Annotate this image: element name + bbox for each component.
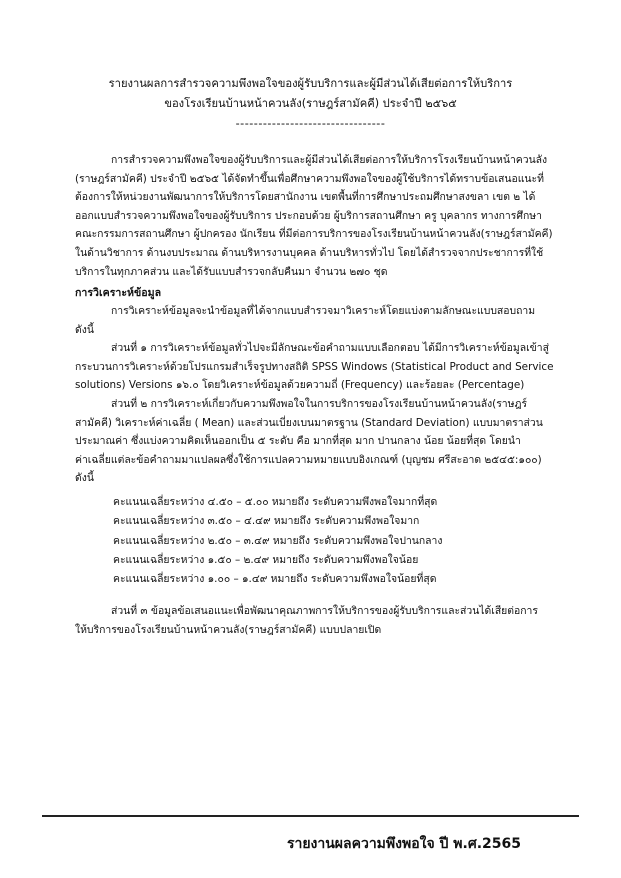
report-title-line-1: รายงานผลการสำรวจความพึงพอใจของผู้รับบริการและผู้มีส่วนได้เสียต่อการให้บริการ bbox=[108, 77, 513, 90]
title-divider: --------------------------------- bbox=[235, 117, 386, 130]
part2-line: ประมาณค่า ซึ่งแบ่งความคิดเห็นออกเป็น ๕ ระดับ คือ มากที่สุด มาก ปานกลาง น้อย น้อยที่สุด โดยนำ bbox=[75, 435, 521, 448]
part3-line: ส่วนที่ ๓ ข้อมูลข้อเสนอแนะเพื่อพัฒนาคุณภาพการให้บริการของผู้รับบริการและส่วนได้เสียต่อการ bbox=[111, 605, 538, 617]
part2-line: สามัคคี) วิเคราะห์ค่าเฉลี่ย ( Mean) และส่วนเบี่ยงเบนมาตรฐาน (Standard Deviation) แบบมาตราส่วน bbox=[75, 416, 543, 429]
intro-line: คณะกรรมการสถานศึกษา ผู้ปกครอง นักเรียน ที่มีต่อการบริการของโรงเรียนบ้านหน้าควนลัง(ราษฎร์สามัคคี) bbox=[75, 228, 553, 241]
score-range-item: คะแนนเฉลี่ยระหว่าง ๔.๕๐ – ๕.๐๐ หมายถึง ระดับความพึงพอใจมากที่สุด bbox=[113, 496, 438, 508]
part2-paragraph bbox=[75, 395, 559, 488]
part1-line: solutions) Versions ๑๖.๐ โดยวิเคราะห์ข้อมูลด้วยความถี่ (Frequency) และร้อยละ (Percentage) bbox=[75, 379, 525, 392]
part3-line: ให้บริการของโรงเรียนบ้านหน้าควนลัง(ราษฎร์สามัคคี) แบบปลายเปิด bbox=[75, 623, 382, 636]
analysis-intro-line: ดังนี้ bbox=[75, 323, 94, 336]
footer-divider bbox=[42, 815, 579, 817]
score-range-item: คะแนนเฉลี่ยระหว่าง ๑.๕๐ – ๒.๔๙ หมายถึง ระดับความพึงพอใจน้อย bbox=[113, 553, 419, 566]
part2-line: ส่วนที่ ๒ การวิเคราะห์เกี่ยวกับความพึงพอใจในการบริการของโรงเรียนบ้านหน้าควนลัง(ราษฎร์ bbox=[111, 398, 528, 410]
intro-line: บริการในทุกภาคส่วน และได้รับแบบสำรวจกลับคืนมา จำนวน ๒๗๐ ชุด bbox=[75, 265, 388, 278]
part1-line: กระบวนการวิเคราะห์ด้วยโปรแกรมสำเร็จรูปทางสถิติ SPSS Windows (Statistical Product and Service bbox=[75, 360, 554, 373]
score-range-list bbox=[113, 493, 442, 589]
score-range-item: คะแนนเฉลี่ยระหว่าง ๒.๕๐ – ๓.๔๙ หมายถึง ระดับความพึงพอใจปานกลาง bbox=[113, 534, 443, 547]
analysis-intro-line: การวิเคราะห์ข้อมูลจะนำข้อมูลที่ได้จากแบบสำรวจมาวิเคราะห์โดยแบ่งตามลักษณะแบบสอบถาม bbox=[111, 305, 536, 317]
intro-line: ต้องการให้หน่วยงานพัฒนาการให้บริการโดยสานักงาน เขตพื้นที่การศึกษาประถมศึกษาสงขลา เขต ๒ ได้ bbox=[75, 191, 536, 204]
part3-paragraph bbox=[75, 602, 559, 639]
intro-line: ออกแบบสำรวจความพึงพอใจของผู้รับบริการ ประกอบด้วย ผู้บริการสถานศึกษา ครู บุคลากร ทางการศึกษา bbox=[75, 209, 542, 222]
part1-paragraph bbox=[75, 339, 559, 395]
score-range-item: คะแนนเฉลี่ยระหว่าง ๓.๕๐ – ๔.๔๙ หมายถึง ระดับความพึงพอใจมาก bbox=[113, 515, 420, 528]
score-range-item: คะแนนเฉลี่ยระหว่าง ๑.๐๐ – ๑.๔๙ หมายถึง ระดับความพึงพอใจน้อยที่สุด bbox=[113, 573, 437, 586]
intro-line: ในด้านวิชาการ ด้านงบประมาณ ด้านบริหารงานบุคคล ด้านบริหารทั่วไป โดยได้สำรวจจากประชาการที่ใช้ bbox=[75, 246, 544, 259]
intro-paragraph bbox=[75, 151, 559, 281]
intro-line: (ราษฎร์สามัคคี) ประจำปี ๒๕๖๕ ได้จัดทำขึ้นเพื่อศึกษาความพึงพอใจของผู้ใช้บริการได้ทราบข้อเสนอแนะที่ bbox=[75, 172, 544, 185]
intro-line: การสำรวจความพึงพอใจของผู้รับบริการและผู้มีส่วนได้เสียต่อการให้บริการโรงเรียนบ้านหน้าควนลัง bbox=[111, 154, 548, 166]
footer-title: รายงานผลความพึงพอใจ ปี พ.ศ.2565 bbox=[286, 836, 521, 852]
analysis-heading: การวิเคราะห์ข้อมูล bbox=[75, 287, 162, 299]
analysis-intro-paragraph bbox=[75, 302, 559, 339]
part1-line: ส่วนที่ ๑ การวิเคราะห์ข้อมูลทั่วไปจะมีลักษณะข้อคำถามแบบเลือกตอบ ได้มีการวิเคราะห์ข้อมูลเข้าสู่ bbox=[111, 342, 549, 354]
part2-line: ดังนี้ bbox=[75, 472, 94, 485]
part2-line: ค่าเฉลี่ยแต่ละข้อคำถามมาแปลผลซึ่งใช้การแปลความหมายแบบอิงเกณฑ์ (บุญชม ศรีสะอาด ๒๕๔๕:๑๐๐) bbox=[75, 453, 542, 466]
report-title-line-2: ของโรงเรียนบ้านหน้าควนลัง(ราษฎร์สามัคคี) ประจำปี ๒๕๖๕ bbox=[164, 97, 457, 110]
